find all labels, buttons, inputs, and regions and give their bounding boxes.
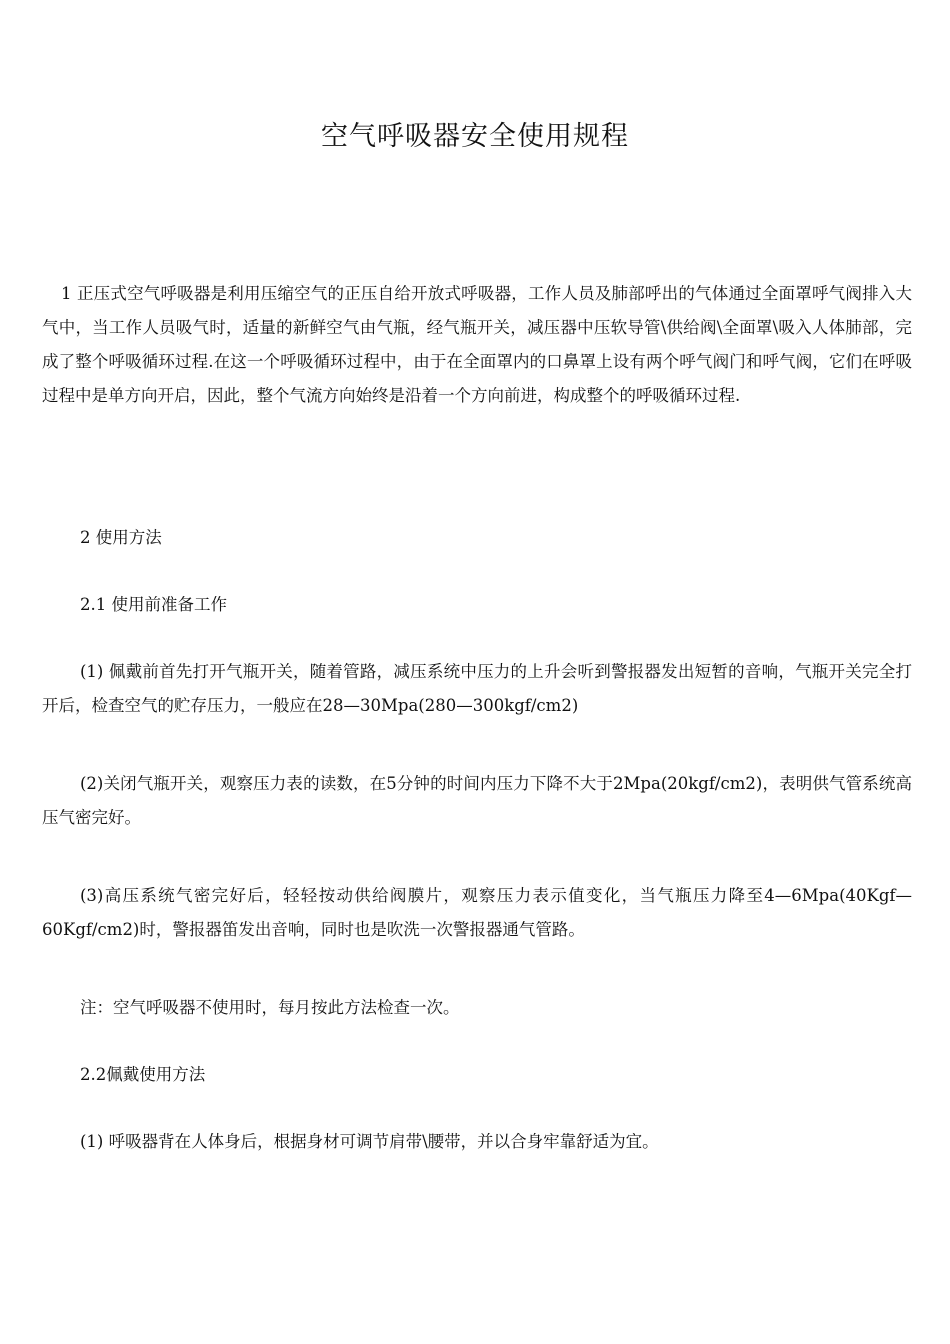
paragraph-step-2: (2)关闭气瓶开关，观察压力表的读数，在5分钟的时间内压力下降不大于2Mpa(20kgf/cm2)，表明供气管系统高压气密完好。 xyxy=(42,774,912,827)
paragraph-step-3: (3)高压系统气密完好后，轻轻按动供给阀膜片，观察压力表示值变化，当气瓶压力降至4—6Mpa(40Kgf—60Kgf/cm2)时，警报器笛发出音响，同时也是吹洗一次警报器通气管路。 xyxy=(42,886,912,939)
paragraph-step-1: (1) 佩戴前首先打开气瓶开关，随着管路，减压系统中压力的上升会听到警报器发出短暂的音响，气瓶开关完全打开后，检查空气的贮存压力，一般应在28—30Mpa(280—300kgf/cm2) xyxy=(42,662,912,715)
paragraph-principle: 1 正压式空气呼吸器是利用压缩空气的正压自给开放式呼吸器，工作人员及肺部呼出的气体通过全面罩呼气阀排入大气中，当工作人员吸气时，适量的新鲜空气由气瓶，经气瓶开关，减压器中压软导管\供给阀\全面罩\吸入人体肺部，完成了整个呼吸循环过程.在这一个呼吸循环过程中，由于在全面罩内的口鼻罩上设有两个呼气阀门和呼气阀，它们在呼吸过程中是单方向开启，因此，整个气流方向始终是沿着一个方向前进，构成整个的呼吸循环过程. xyxy=(42,284,912,405)
heading-usage-method: 2 使用方法 xyxy=(80,528,162,547)
document-title: 空气呼吸器安全使用规程 xyxy=(321,121,629,152)
heading-wearing-method: 2.2佩戴使用方法 xyxy=(80,1065,206,1084)
paragraph-wearing-step-1: (1) 呼吸器背在人体身后，根据身材可调节肩带\腰带，并以合身牢靠舒适为宜。 xyxy=(80,1132,659,1151)
heading-preparation: 2.1 使用前准备工作 xyxy=(80,595,227,614)
paragraph-note: 注：空气呼吸器不使用时，每月按此方法检查一次。 xyxy=(80,998,460,1017)
